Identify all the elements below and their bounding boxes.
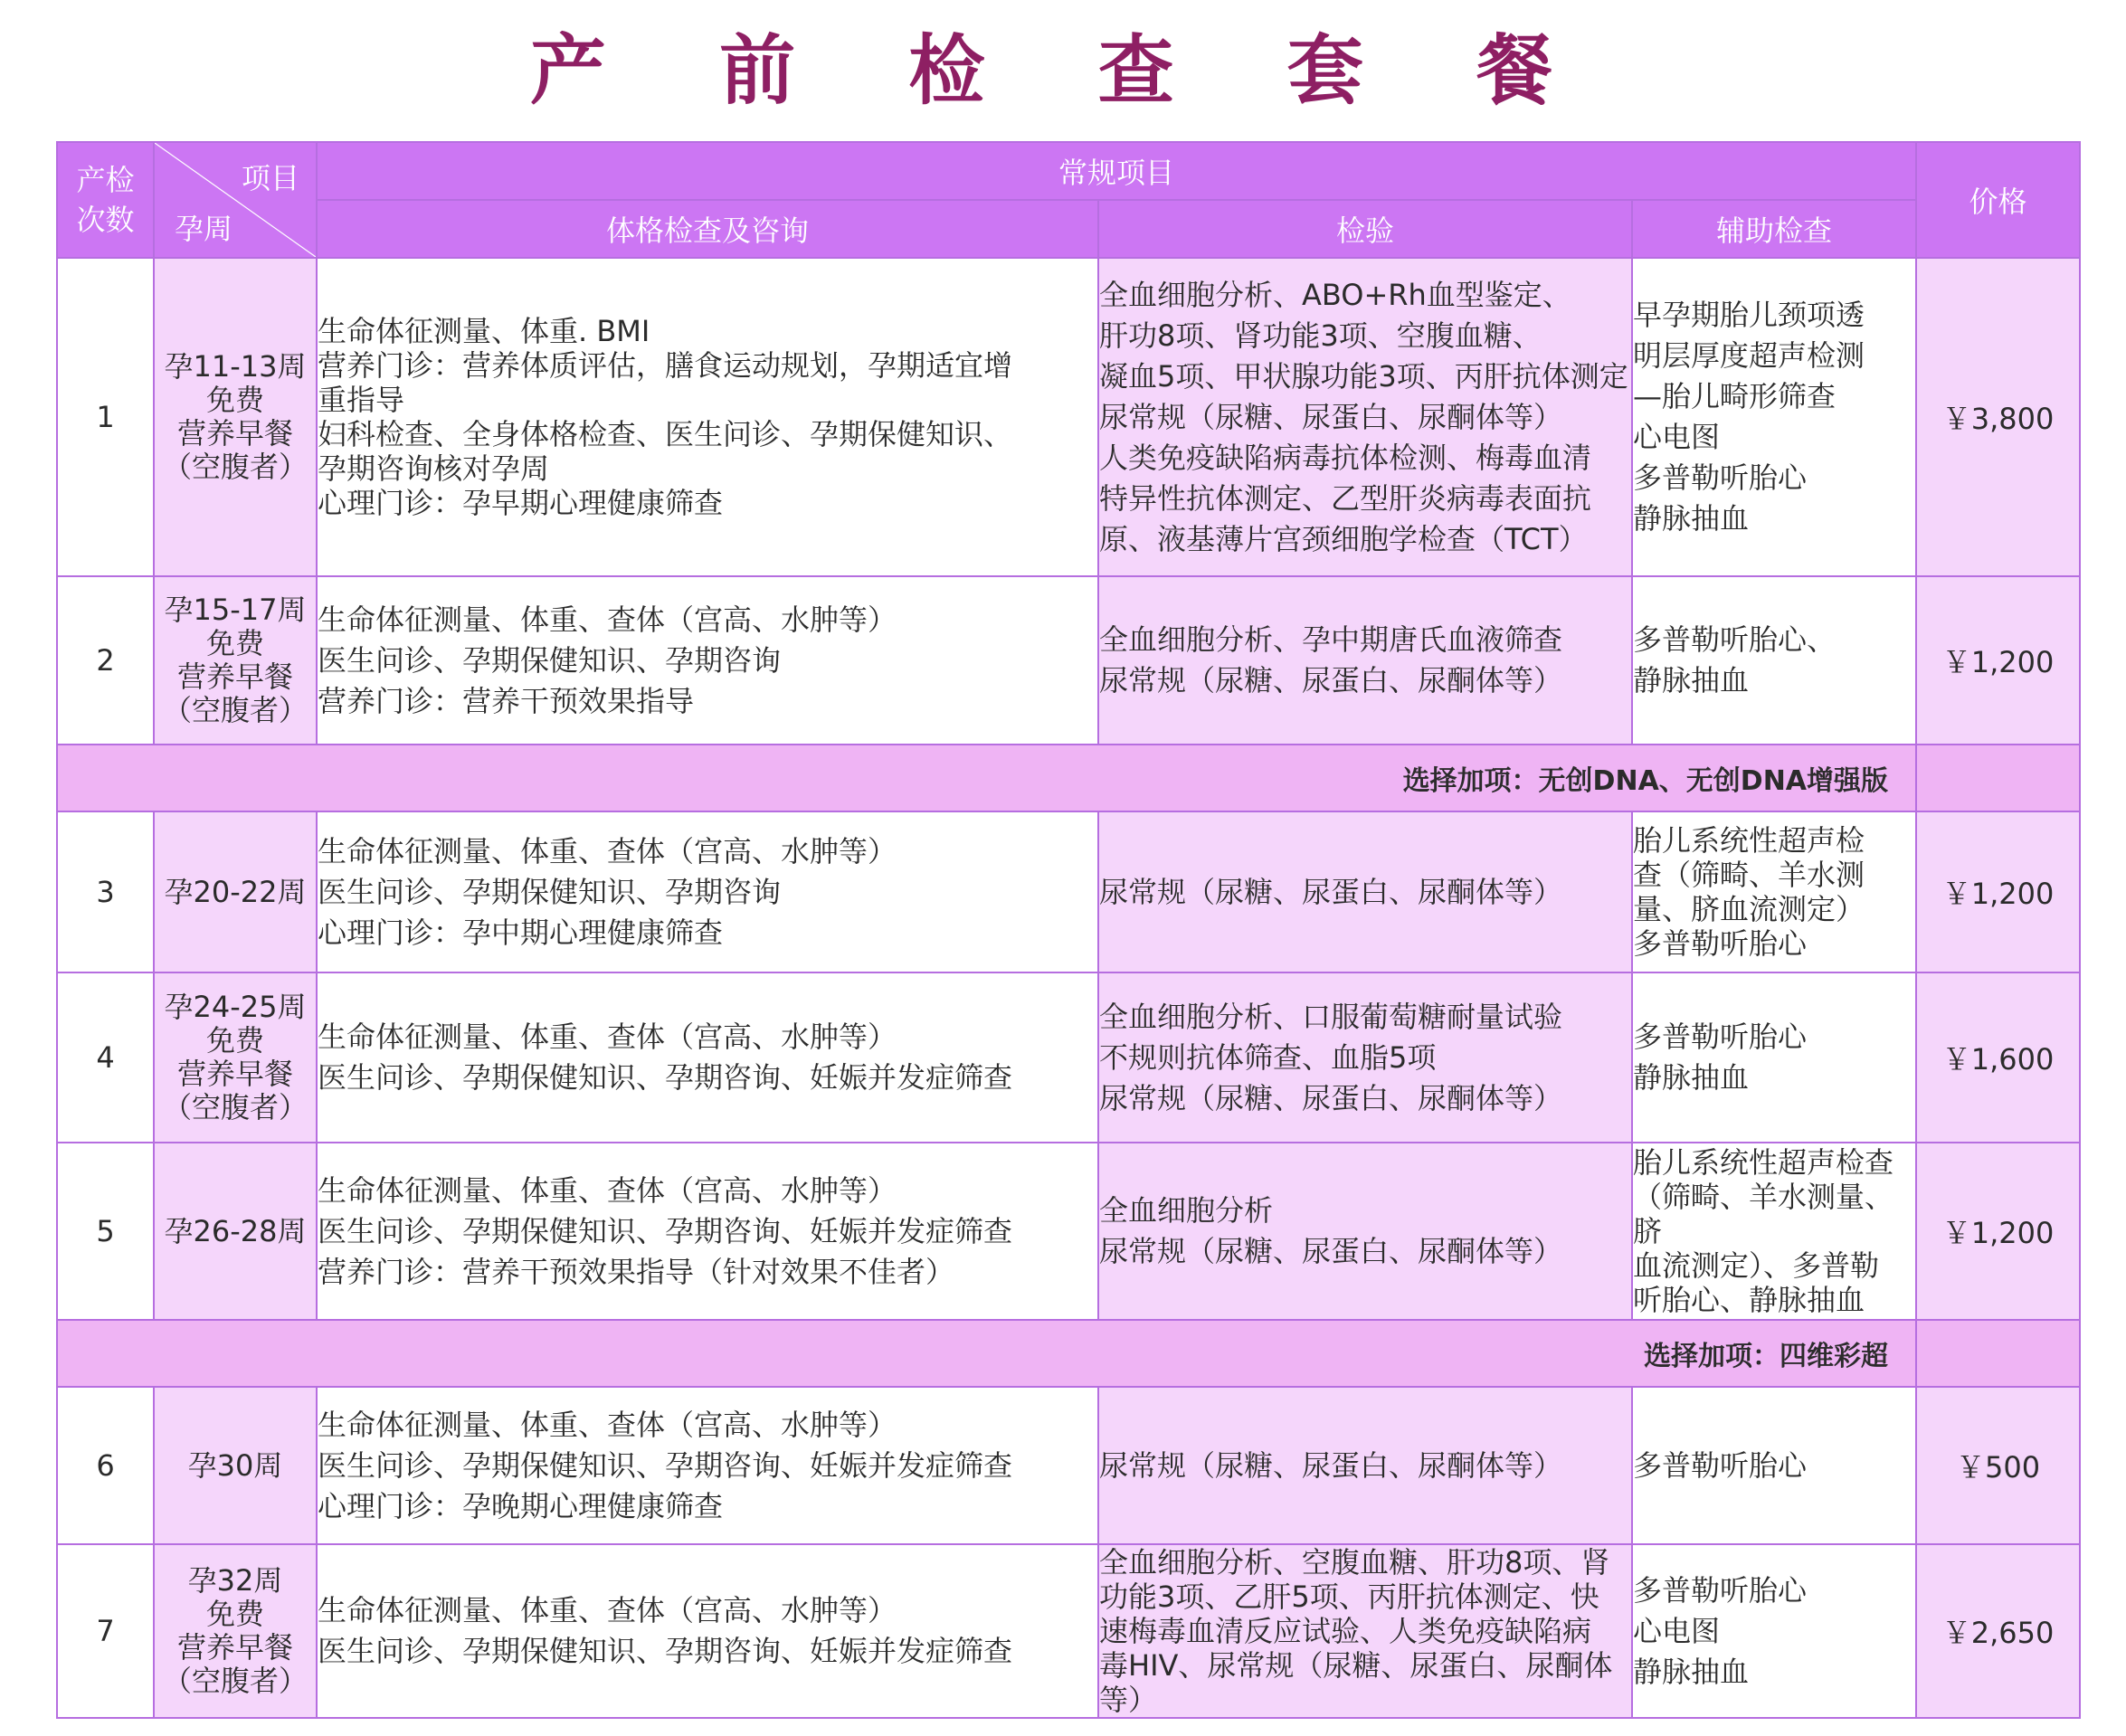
auxiliary-exam (1632, 576, 1916, 745)
auxiliary-exam-line: 血流测定）、多普勒 (1633, 1248, 1880, 1283)
physical-exam (317, 811, 1098, 972)
lab-tests (1098, 258, 1632, 576)
addon-price-cell (1916, 1320, 2080, 1387)
addon-row (57, 745, 2080, 811)
gestational-week-line: 免费 (205, 1597, 264, 1631)
auxiliary-exam-line: 多普勒听胎心 (1633, 1572, 1808, 1608)
lab-tests-line: 尿常规（尿糖、尿蛋白、尿酮体等） (1099, 399, 1563, 434)
gestational-week-line: 孕20-22周 (164, 874, 307, 909)
price: ￥1,200 (1916, 811, 2080, 972)
physical-exam-line: 营养门诊：营养干预效果指导 (318, 683, 695, 718)
gestational-week-line: 孕11-13周 (164, 349, 307, 384)
lab-tests (1098, 1387, 1632, 1544)
table-row (57, 1544, 2080, 1718)
auxiliary-exam-line: 查（筛畸、羊水测 (1633, 858, 1865, 892)
gestational-week-line: 免费 (205, 1023, 264, 1058)
lab-tests-line: 尿常规（尿糖、尿蛋白、尿酮体等） (1099, 1080, 1563, 1115)
auxiliary-exam-line: （筛畸、羊水测量、脐 (1633, 1180, 1894, 1248)
auxiliary-exam (1632, 1143, 1916, 1320)
physical-exam (317, 576, 1098, 745)
lab-tests-line: 尿常规（尿糖、尿蛋白、尿酮体等） (1099, 874, 1563, 909)
lab-tests-line: 全血细胞分析、孕中期唐氏血液筛查 (1099, 622, 1563, 657)
gestational-week-line: （空腹者） (162, 1090, 308, 1124)
physical-exam-line: 心理门诊：孕早期心理健康筛查 (318, 486, 724, 520)
visit-number: 7 (57, 1544, 154, 1718)
physical-exam-line: 医生问诊、孕期保健知识、孕期咨询、妊娠并发症筛查 (318, 1213, 1013, 1248)
header-physical: 体格检查及咨询 (317, 200, 1098, 258)
auxiliary-exam (1632, 1387, 1916, 1544)
physical-exam (317, 972, 1098, 1143)
physical-exam (317, 258, 1098, 576)
visit-number: 6 (57, 1387, 154, 1544)
physical-exam-line: 生命体征测量、体重、查体（宫高、水肿等） (318, 1172, 897, 1208)
table-row (57, 972, 2080, 1143)
auxiliary-exam-line: 胎儿系统性超声检 (1633, 823, 1865, 858)
physical-exam-line: 重指导 (318, 383, 405, 417)
lab-tests-line: 尿常规（尿糖、尿蛋白、尿酮体等） (1099, 1447, 1563, 1483)
lab-tests (1098, 972, 1632, 1143)
gestational-week (154, 1387, 317, 1544)
price: ￥3,800 (1916, 258, 2080, 576)
physical-exam-line: 生命体征测量、体重、查体（宫高、水肿等） (318, 1020, 897, 1054)
visit-number: 3 (57, 811, 154, 972)
auxiliary-exam-line: 胎儿系统性超声检查 (1633, 1145, 1894, 1180)
lab-tests-line: 不规则抗体筛查、血脂5项 (1099, 1039, 1437, 1075)
lab-tests-line: 尿常规（尿糖、尿蛋白、尿酮体等） (1099, 663, 1563, 697)
physical-exam-line: 营养门诊：营养干预效果指导（针对效果不佳者） (318, 1254, 955, 1289)
physical-exam-line: 心理门诊：孕中期心理健康筛查 (318, 915, 724, 950)
visit-number: 4 (57, 972, 154, 1143)
lab-tests (1098, 576, 1632, 745)
auxiliary-exam-line: 多普勒听胎心 (1633, 1447, 1808, 1483)
physical-exam-line: 生命体征测量、体重、查体（宫高、水肿等） (318, 1593, 897, 1627)
physical-exam-line: 生命体征测量、体重、查体（宫高、水肿等） (318, 833, 897, 868)
header-routine: 常规项目 (317, 142, 1916, 200)
auxiliary-exam-line: 心电图 (1633, 1613, 1721, 1648)
table-row (57, 1143, 2080, 1320)
gestational-week (154, 1143, 317, 1320)
physical-exam (317, 1544, 1098, 1718)
gestational-week-line: 免费 (205, 626, 264, 660)
auxiliary-exam (1632, 972, 1916, 1143)
addon-text: 选择加项：四维彩超 (57, 1320, 1916, 1387)
physical-exam-line: 心理门诊：孕晚期心理健康筛查 (318, 1488, 724, 1523)
gestational-week (154, 258, 317, 576)
header-item: 项目 (241, 161, 299, 195)
lab-tests-line: 速梅毒血清反应试验、人类免疫缺陷病 (1099, 1614, 1592, 1648)
lab-tests-line: 功能3项、乙肝5项、丙肝抗体测定、快 (1099, 1579, 1599, 1614)
gestational-week-line: （空腹者） (162, 450, 308, 484)
lab-tests-line: 全血细胞分析 (1099, 1193, 1274, 1228)
physical-exam-line: 医生问诊、孕期保健知识、孕期咨询、妊娠并发症筛查 (318, 1634, 1013, 1668)
price: ￥500 (1916, 1387, 2080, 1544)
gestational-week (154, 1544, 317, 1718)
physical-exam (317, 1387, 1098, 1544)
physical-exam-line: 生命体征测量、体重. BMI (318, 314, 650, 348)
gestational-week-line: 营养早餐 (176, 1630, 293, 1665)
auxiliary-exam-line: 静脉抽血 (1633, 663, 1750, 697)
price: ￥1,600 (1916, 972, 2080, 1143)
gestational-week-line: （空腹者） (162, 1664, 308, 1698)
page-title: 产 前 检 查 套 餐 (529, 26, 1597, 115)
lab-tests-line: 全血细胞分析、空腹血糖、肝功8项、肾 (1099, 1545, 1610, 1579)
physical-exam-line: 医生问诊、孕期保健知识、孕期咨询 (318, 874, 782, 909)
package-table (56, 141, 2081, 1719)
gestational-week-line: 营养早餐 (176, 416, 293, 451)
physical-exam-line: 营养门诊：营养体质评估，膳食运动规划，孕期适宜增 (318, 348, 1013, 383)
header-price: 价格 (1916, 142, 2080, 258)
auxiliary-exam-line: —胎儿畸形筛查 (1633, 379, 1837, 413)
lab-tests-line: 原、液基薄片宫颈细胞学检查（TCT） (1099, 521, 1588, 556)
lab-tests-line: 毒HIV、尿常规（尿糖、尿蛋白、尿酮体等） (1099, 1648, 1613, 1717)
physical-exam-line: 医生问诊、孕期保健知识、孕期咨询 (318, 642, 782, 678)
table-row (57, 1387, 2080, 1544)
auxiliary-exam-line: 多普勒听胎心、 (1633, 622, 1837, 657)
auxiliary-exam-line: 多普勒听胎心 (1633, 926, 1808, 961)
physical-exam (317, 1143, 1098, 1320)
physical-exam-line: 孕期咨询核对孕周 (318, 451, 550, 486)
gestational-week (154, 972, 317, 1143)
price: ￥1,200 (1916, 576, 2080, 745)
price: ￥2,650 (1916, 1544, 2080, 1718)
auxiliary-exam-line: 多普勒听胎心 (1633, 1020, 1808, 1054)
gestational-week-line: （空腹者） (162, 693, 308, 727)
lab-tests-line: 肝功8项、肾功能3项、空腹血糖、 (1099, 318, 1542, 353)
gestational-week (154, 576, 317, 745)
gestational-week-line: 孕32周 (187, 1563, 283, 1598)
table-body (57, 258, 2080, 1718)
gestational-week-line: 孕30周 (187, 1447, 283, 1483)
auxiliary-exam-line: 听胎心、静脉抽血 (1633, 1283, 1865, 1317)
header-visit-count: 产检 次数 (57, 142, 154, 258)
lab-tests-line: 凝血5项、甲状腺功能3项、丙肝抗体测定 (1099, 358, 1628, 394)
header-week: 孕周 (175, 212, 233, 246)
visit-number: 1 (57, 258, 154, 576)
lab-tests (1098, 1544, 1632, 1718)
physical-exam-line: 医生问诊、孕期保健知识、孕期咨询、妊娠并发症筛查 (318, 1060, 1013, 1095)
table-row (57, 258, 2080, 576)
gestational-week-line: 孕26-28周 (164, 1213, 307, 1248)
physical-exam-line: 生命体征测量、体重、查体（宫高、水肿等） (318, 1407, 897, 1442)
price: ￥1,200 (1916, 1143, 2080, 1320)
physical-exam-line: 妇科检查、全身体格检查、医生问诊、孕期保健知识、 (318, 417, 1013, 451)
table-row (57, 576, 2080, 745)
visit-number: 5 (57, 1143, 154, 1320)
physical-exam-line: 医生问诊、孕期保健知识、孕期咨询、妊娠并发症筛查 (318, 1447, 1013, 1483)
lab-tests-line: 全血细胞分析、口服葡萄糖耐量试验 (1099, 999, 1563, 1034)
auxiliary-exam (1632, 1544, 1916, 1718)
header-auxiliary: 辅助检查 (1632, 200, 1916, 258)
gestational-week-line: 孕24-25周 (164, 990, 307, 1024)
auxiliary-exam-line: 静脉抽血 (1633, 1060, 1750, 1095)
auxiliary-exam-line: 早孕期胎儿颈项透 (1633, 298, 1865, 332)
lab-tests-line: 全血细胞分析、ABO+Rh血型鉴定、 (1099, 277, 1571, 312)
auxiliary-exam-line: 心电图 (1633, 420, 1721, 454)
physical-exam-line: 生命体征测量、体重、查体（宫高、水肿等） (318, 602, 897, 637)
gestational-week-line: 营养早餐 (176, 1057, 293, 1091)
auxiliary-exam-line: 静脉抽血 (1633, 1654, 1750, 1689)
header-lab: 检验 (1098, 200, 1632, 258)
gestational-week-line: 孕15-17周 (164, 593, 307, 627)
addon-text: 选择加项：无创DNA、无创DNA增强版 (57, 745, 1916, 811)
lab-tests (1098, 1143, 1632, 1320)
lab-tests (1098, 811, 1632, 972)
lab-tests-line: 特异性抗体测定、乙型肝炎病毒表面抗 (1099, 480, 1592, 516)
gestational-week-line: 营养早餐 (176, 659, 293, 694)
visit-number: 2 (57, 576, 154, 745)
lab-tests-line: 人类免疫缺陷病毒抗体检测、梅毒血清 (1099, 440, 1592, 475)
auxiliary-exam-line: 多普勒听胎心 (1633, 460, 1808, 495)
addon-row (57, 1320, 2080, 1387)
auxiliary-exam (1632, 811, 1916, 972)
gestational-week-line: 免费 (205, 383, 264, 417)
gestational-week (154, 811, 317, 972)
auxiliary-exam-line: 静脉抽血 (1633, 501, 1750, 536)
header-diagonal-cell (154, 142, 317, 258)
addon-price-cell (1916, 745, 2080, 811)
table-row (57, 811, 2080, 972)
auxiliary-exam-line: 明层厚度超声检测 (1633, 338, 1865, 373)
auxiliary-exam-line: 量、脐血流测定） (1633, 892, 1865, 926)
auxiliary-exam (1632, 258, 1916, 576)
lab-tests-line: 尿常规（尿糖、尿蛋白、尿酮体等） (1099, 1234, 1563, 1268)
